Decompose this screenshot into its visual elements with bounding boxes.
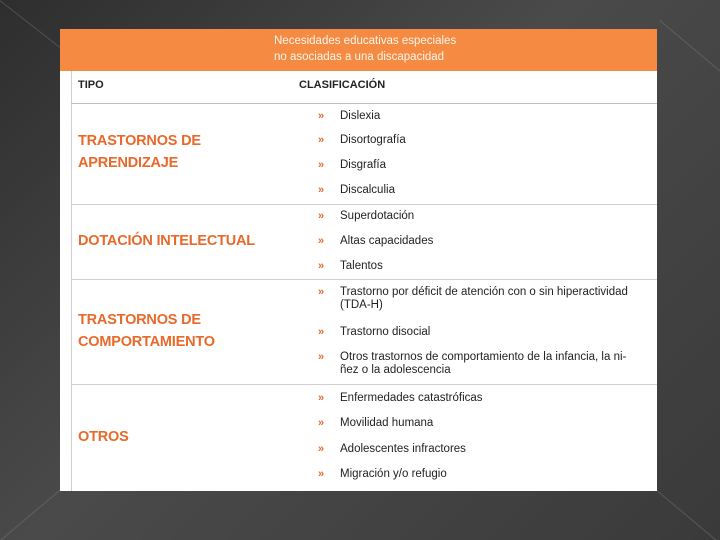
chevron-bullet-icon: »	[318, 392, 325, 404]
slide	[60, 29, 657, 491]
chevron-bullet-icon: »	[318, 134, 325, 146]
chevron-bullet-icon: »	[318, 326, 325, 338]
header-title-line-2: no asociadas a una discapacidad	[274, 51, 445, 63]
chevron-bullet-icon: »	[318, 159, 325, 171]
group-title-dotacion-intelectual: DOTACIÓN INTELECTUAL	[78, 233, 255, 249]
chevron-bullet-icon: »	[318, 286, 325, 298]
background-line	[656, 490, 720, 540]
chevron-bullet-icon: »	[318, 351, 325, 363]
header-divider	[71, 103, 657, 104]
chevron-bullet-icon: »	[318, 110, 325, 122]
list-item-text: Discalculia	[340, 184, 395, 196]
list-item-text: Altas capacidades	[340, 235, 434, 247]
group-title-trastornos-aprendizaje: TRASTORNOS DE APRENDIZAJE	[78, 133, 201, 171]
list-item-text: Migración y/o refugio	[340, 468, 447, 480]
column-header-clasificacion: CLASIFICACIÓN	[299, 79, 386, 91]
list-item-text: Adolescentes infractores	[340, 443, 466, 455]
list-item-text: Movilidad humana	[340, 417, 434, 429]
group-divider	[71, 384, 657, 385]
list-item-text: Superdotación	[340, 210, 415, 222]
table-header-banner	[60, 29, 657, 74]
table-left-border	[71, 71, 72, 491]
group-title-trastornos-comportamiento: TRASTORNOS DE COMPORTAMIENTO	[78, 312, 215, 350]
list-item-text: Enfermedades catastróficas	[340, 392, 483, 404]
chevron-bullet-icon: »	[318, 417, 325, 429]
chevron-bullet-icon: »	[318, 210, 325, 222]
chevron-bullet-icon: »	[318, 235, 325, 247]
column-header-tipo: TIPO	[78, 79, 104, 91]
chevron-bullet-icon: »	[318, 260, 325, 272]
group-divider	[71, 279, 657, 280]
background-line	[659, 20, 720, 79]
chevron-bullet-icon: »	[318, 468, 325, 480]
chevron-bullet-icon: »	[318, 184, 325, 196]
group-divider	[71, 204, 657, 205]
list-item-text: Disgrafía	[340, 159, 387, 171]
list-item-text: Dislexia	[340, 110, 381, 122]
group-title-otros: OTROS	[78, 429, 129, 445]
list-item-text: Talentos	[340, 260, 383, 272]
list-item-text: Otros trastornos de comportamiento de la infancia, la ni- ñez o la adolescencia	[340, 351, 627, 376]
list-item-text: Trastorno por déficit de atención con o sin hiperactividad (TDA-H)	[340, 286, 628, 311]
list-item-text: Trastorno disocial	[340, 326, 431, 338]
chevron-bullet-icon: »	[318, 443, 325, 455]
list-item-text: Disortografía	[340, 134, 406, 146]
header-title-line-1: Necesidades educativas especiales	[274, 35, 457, 47]
